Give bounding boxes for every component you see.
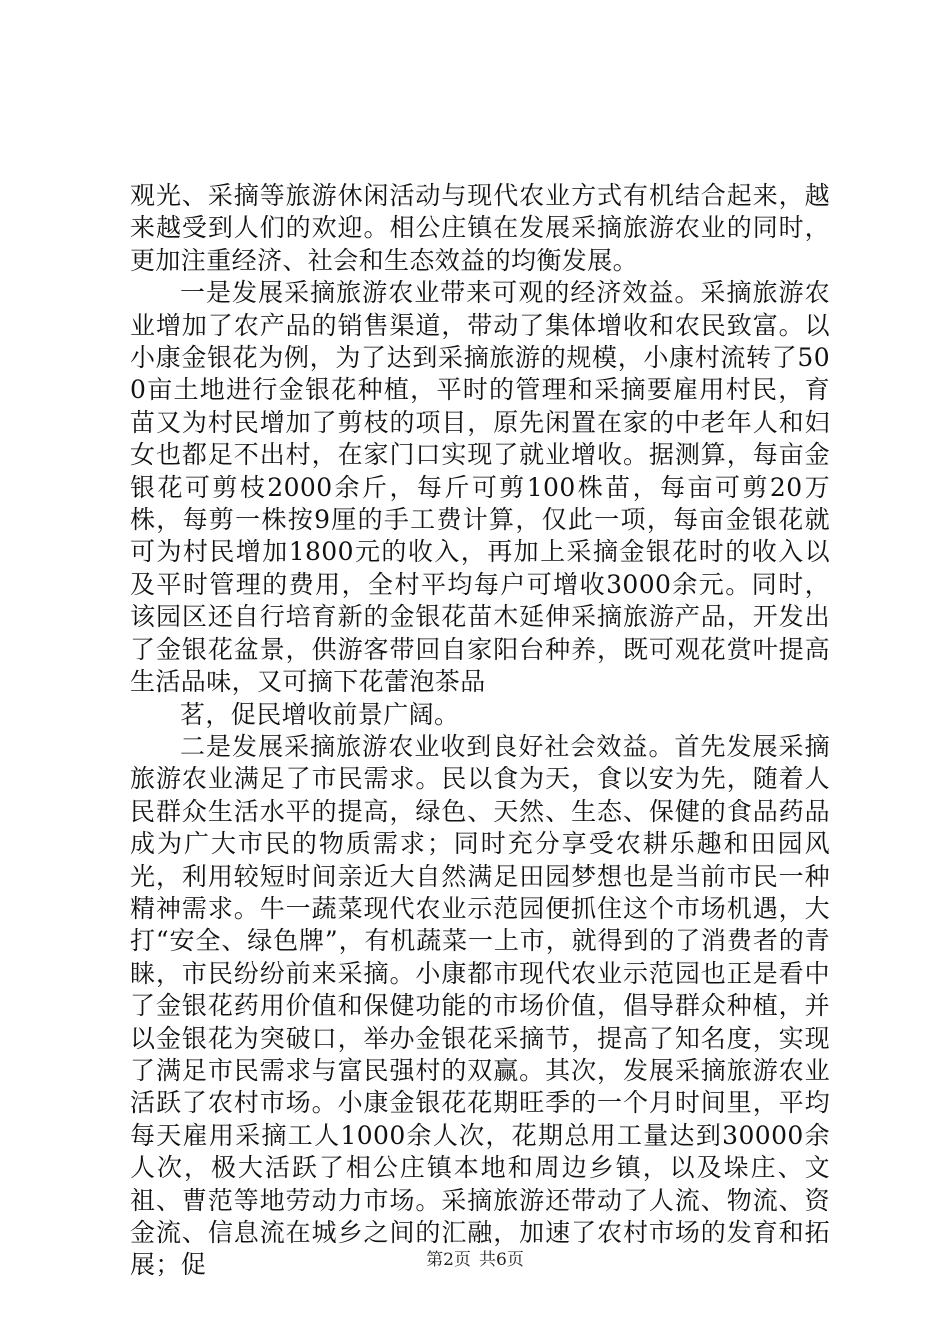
paragraph-social-benefit: 二是发展采摘旅游农业收到良好社会效益。首先发展采摘旅游农业满足了市民需求。民以食为天，食以安为先，随着人民群众生活水平的提高，绿色、天然、生态、保健的食品药品成为广大市民的物质需求；同时充分享受农耕乐趣和田园风光，利用较短时间亲近大自然满足田园梦想也是当前市民一种精神需求。牛一蔬菜现代农业示范园便抓住这个市场机遇，大打“安全、绿色牌”，有机蔬菜一上市，就得到的了消费者的青睐，市民纷纷前来采摘。小康都市现代农业示范园也正是看中了金银花药用价值和保健功能的市场价值，倡导群众种植，并以金银花为突破口，举办金银花采摘节，提高了知名度，实现了满足市民需求与富民强村的双赢。其次，发展采摘旅游农业活跃了农村市场。小康金银花花期旺季的一个月时间里，平均每天雇用采摘工人1000余人次，花期总用工量达到30000余人次，极大活跃了相公庄镇本地和周边乡镇，以及垛庄、文祖、曹范等地劳动力市场。采摘旅游还带动了人流、物流、资金流、信息流在城乡之间的汇融，加速了农村市场的发育和拓展；促 [130, 731, 830, 1280]
page-footer [0, 1245, 950, 1270]
page-number: 第2页 [426, 1250, 471, 1270]
page-total: 共6页 [479, 1250, 524, 1270]
paragraph-tea-continuation: 茗，促民增收前景广阔。 [180, 699, 460, 729]
paragraph-intro: 观光、采摘等旅游休闲活动与现代农业方式有机结合起来，越来越受到人们的欢迎。相公庄镇在发展采摘旅游农业的同时，更加注重经济、社会和生态效益的均衡发展。 [130, 181, 830, 275]
document-body [130, 180, 830, 1282]
paragraph-economic-benefit: 一是发展采摘旅游农业带来可观的经济效益。采摘旅游农业增加了农产品的销售渠道，带动了集体增收和农民致富。以小康金银花为例，为了达到采摘旅游的规模，小康村流转了500亩土地进行金银花种植，平时的管理和采摘要雇用村民，育苗又为村民增加了剪枝的项目，原先闲置在家的中老年人和妇女也都足不出村，在家门口实现了就业增收。据测算，每亩金银花可剪枝2000余斤，每斤可剪100株苗，每亩可剪20万株，每剪一株按9厘的手工费计算，仅此一项，每亩金银花就可为村民增加1800元的收入，再加上采摘金银花时的收入以及平时管理的费用，全村平均每户可增收3000余元。同时，该园区还自行培育新的金银花苗木延伸采摘旅游产品，开发出了金银花盆景，供游客带回自家阳台种养，既可观花赏叶提高生活品味，又可摘下花蕾泡茶品 [130, 278, 830, 697]
